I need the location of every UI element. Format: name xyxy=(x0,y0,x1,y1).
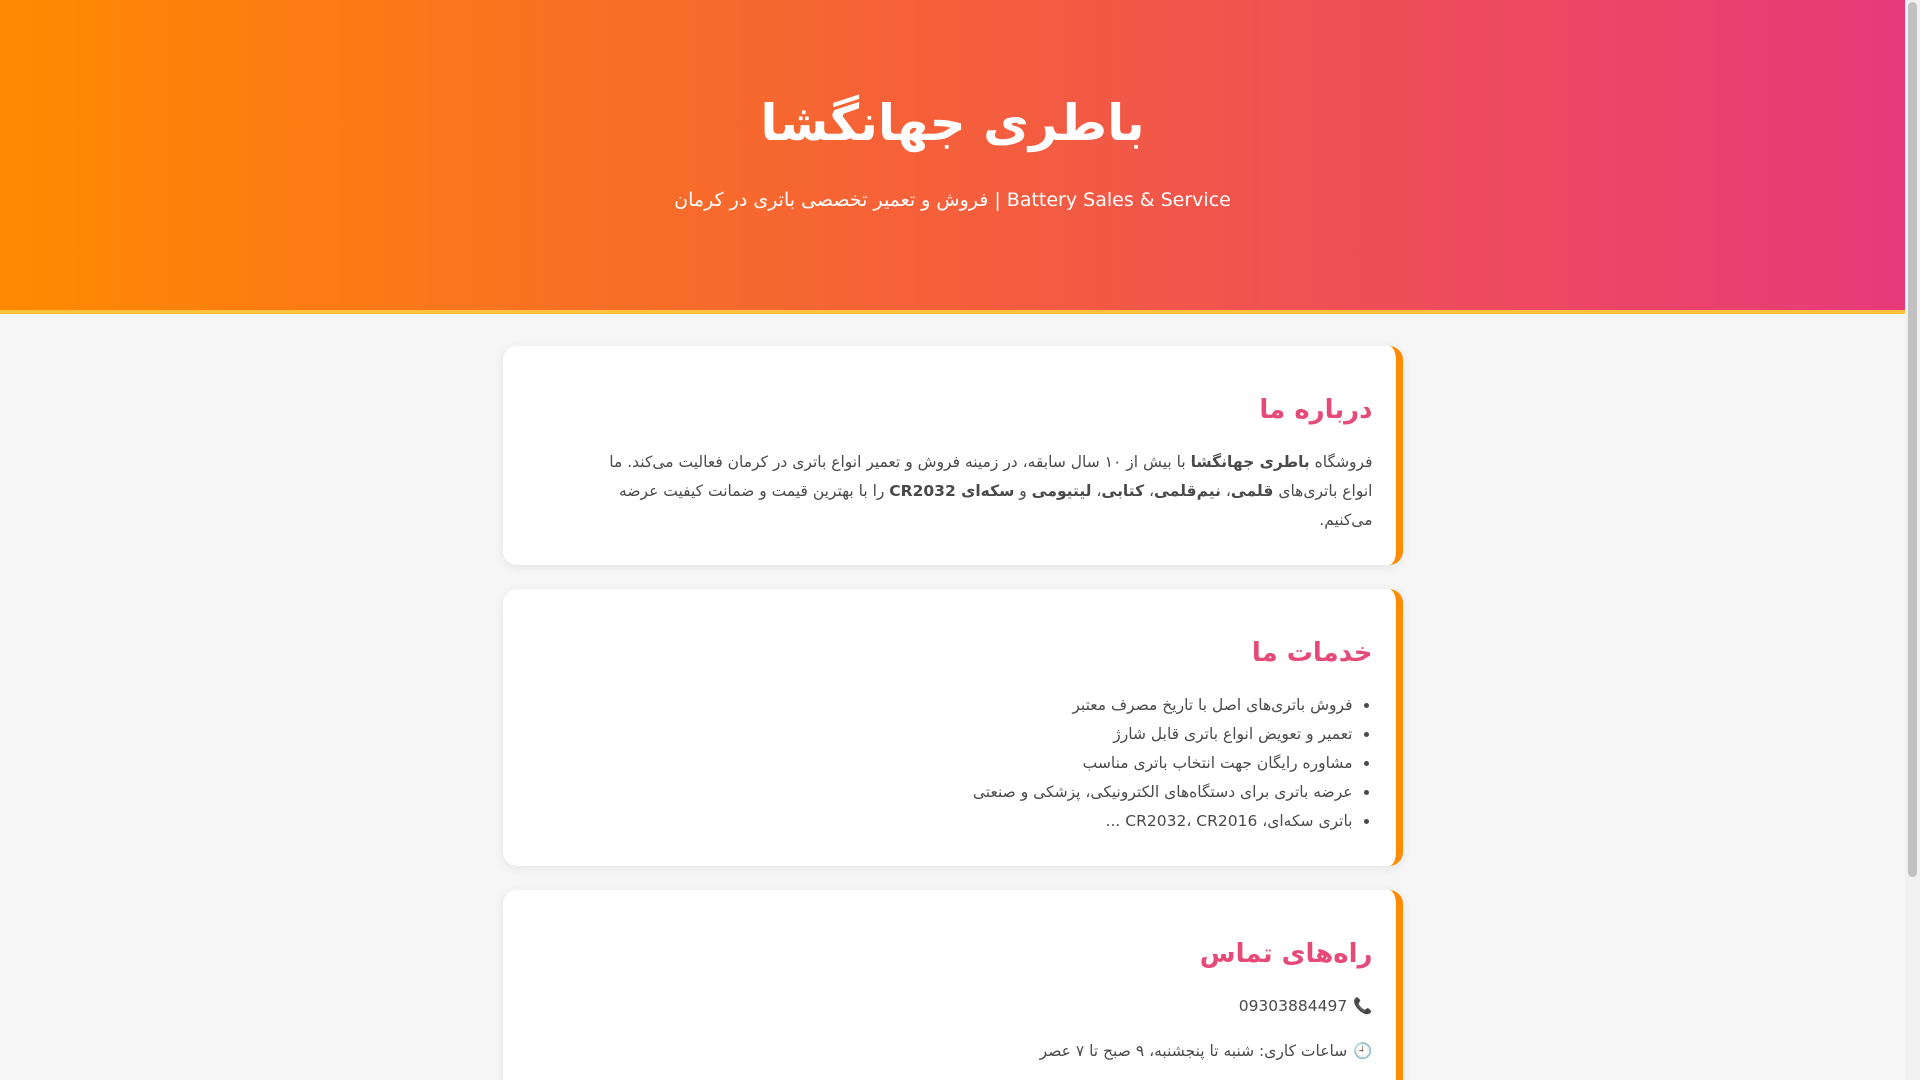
list-item: • عرضه باتری برای دستگاه‌های الکترونیکی، پزشکی و صنعتی xyxy=(581,778,1353,807)
list-item: • باتری سکه‌ای، CR2032، CR2016 ... xyxy=(581,807,1353,836)
hours-row xyxy=(581,1037,1373,1066)
battery-type: قلمی xyxy=(1230,482,1274,500)
main-content xyxy=(503,346,1403,1080)
clock-icon: 🕘 xyxy=(1353,1042,1373,1060)
site-title: باطری جهانگشا xyxy=(760,94,1145,152)
hero-header xyxy=(0,0,1905,314)
site-subtitle: فروش و تعمیر تخصصی باتری در کرمان | Battery Sales & Service xyxy=(674,189,1231,211)
business-hours: ساعات کاری: شنبه تا پنجشنبه، ۹ صبح تا ۷ عصر xyxy=(1039,1042,1348,1060)
about-title: درباره ما xyxy=(1259,395,1373,425)
battery-type: کتابی xyxy=(1101,482,1145,500)
scrollbar-thumb[interactable] xyxy=(1908,2,1917,877)
list-item: • مشاوره رایگان جهت انتخاب باتری مناسب xyxy=(581,749,1353,778)
contact-card xyxy=(503,890,1403,1080)
battery-type: لیتیومی xyxy=(1031,482,1092,500)
services-list xyxy=(581,691,1373,836)
services-title: خدمات ما xyxy=(1251,638,1373,668)
battery-type: سکه‌ای CR2032 xyxy=(889,482,1015,500)
about-card xyxy=(503,346,1403,565)
phone-icon: 📞 xyxy=(1353,997,1373,1015)
battery-type: نیم‌قلمی xyxy=(1154,482,1221,500)
store-name: باطری جهانگشا xyxy=(1190,453,1310,471)
about-text: فروشگاه باطری جهانگشا با بیش از ۱۰ سال سابقه، در زمینه فروش و تعمیر انواع باتری در کرمان فعالیت می‌کند. ما انواع باتری‌های قلمی، نیم‌قلمی، کتابی، لیتیومی و سکه‌ای CR2032 را با بهترین قیمت و ضمانت کیفیت عرضه می‌کنیم. xyxy=(609,453,1373,529)
vertical-scrollbar[interactable] xyxy=(1905,0,1920,1080)
services-card xyxy=(503,589,1403,866)
phone-number[interactable]: 09303884497 xyxy=(1238,997,1348,1015)
list-item: • فروش باتری‌های اصل با تاریخ مصرف معتبر xyxy=(581,691,1353,720)
contact-title: راه‌های تماس xyxy=(1199,939,1373,969)
phone-row[interactable] xyxy=(581,992,1373,1021)
list-item: • تعمیر و تعویض انواع باتری قابل شارژ xyxy=(581,720,1353,749)
